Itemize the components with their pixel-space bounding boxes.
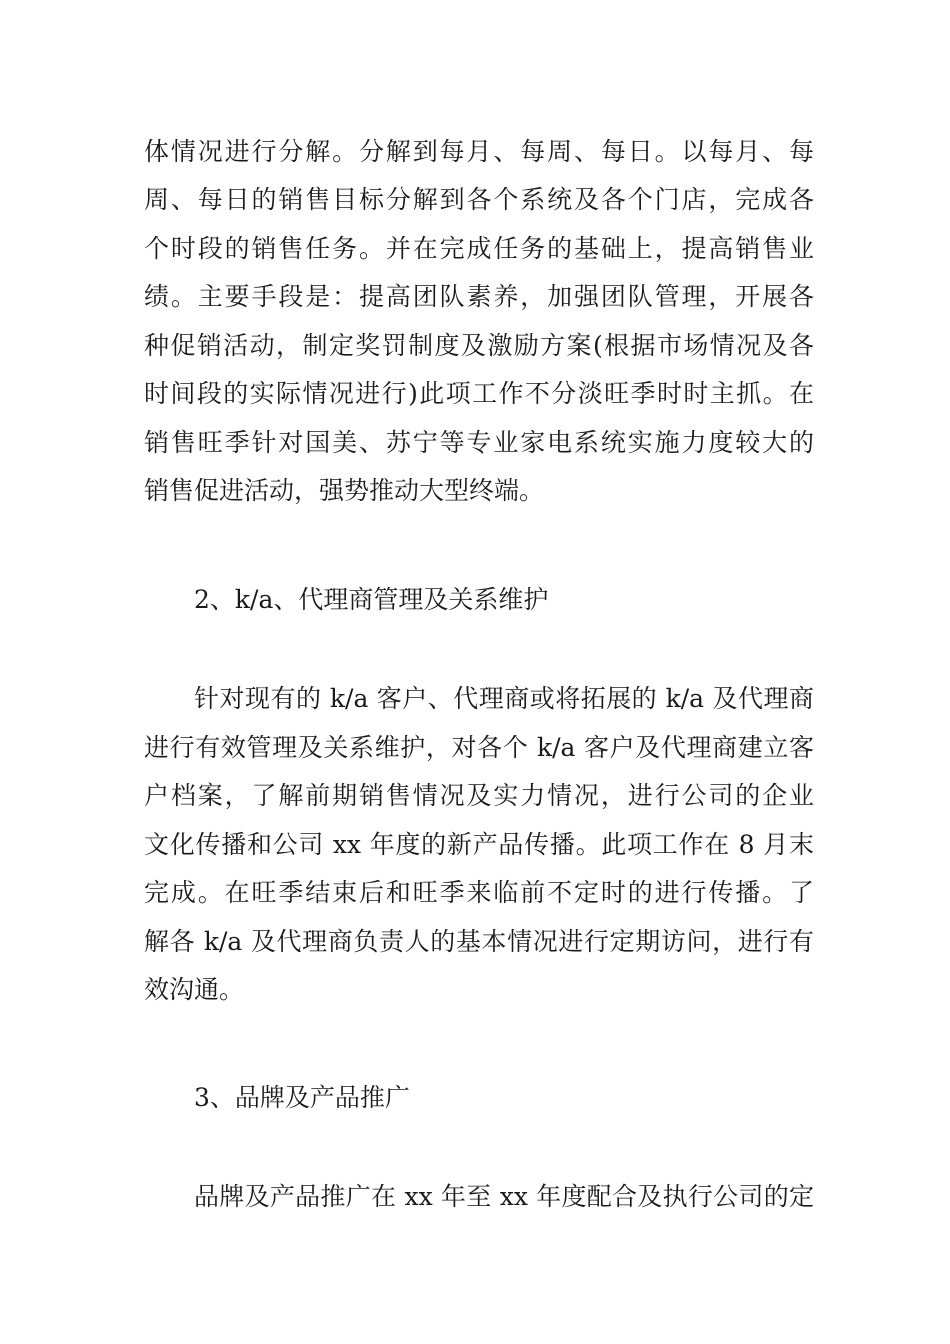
paragraph-2-line-7: 效沟通。 [144,975,245,1004]
paragraph-2-line-1: 针对现有的 k/a 客户、代理商或将拓展的 k/a 及代理商 [194,684,814,713]
paragraph-1-line-4: 绩。主要手段是：提高团队素养，加强团队管理，开展各 [144,282,814,311]
section-heading-3: 3、品牌及产品推广 [194,1083,410,1112]
paragraph-1-line-5: 种促销活动，制定奖罚制度及激励方案(根据市场情况及各 [144,331,814,360]
paragraph-1-line-8: 销售促进活动，强势推动大型终端。 [144,476,545,505]
paragraph-2-line-5: 完成。在旺季结束后和旺季来临前不定时的进行传播。了 [144,878,814,907]
paragraph-1-line-6: 时间段的实际情况进行)此项工作不分淡旺季时时主抓。在 [144,379,814,408]
paragraph-1-line-3: 个时段的销售任务。并在完成任务的基础上，提高销售业 [144,234,814,263]
paragraph-1-line-7: 销售旺季针对国美、苏宁等专业家电系统实施力度较大的 [144,428,814,457]
paragraph-2-line-4: 文化传播和公司 xx 年度的新产品传播。此项工作在 8 月末 [144,830,814,859]
paragraph-1-line-1: 体情况进行分解。分解到每月、每周、每日。以每月、每 [144,137,814,166]
section-heading-2: 2、k/a、代理商管理及关系维护 [194,585,549,614]
paragraph-3-line-1: 品牌及产品推广在 xx 年至 xx 年度配合及执行公司的定 [194,1182,814,1211]
paragraph-2-line-2: 进行有效管理及关系维护，对各个 k/a 客户及代理商建立客 [144,733,814,762]
paragraph-2-line-6: 解各 k/a 及代理商负责人的基本情况进行定期访问，进行有 [144,927,814,956]
paragraph-2-line-3: 户档案，了解前期销售情况及实力情况，进行公司的企业 [144,781,814,810]
paragraph-1-line-2: 周、每日的销售目标分解到各个系统及各个门店，完成各 [144,185,814,214]
